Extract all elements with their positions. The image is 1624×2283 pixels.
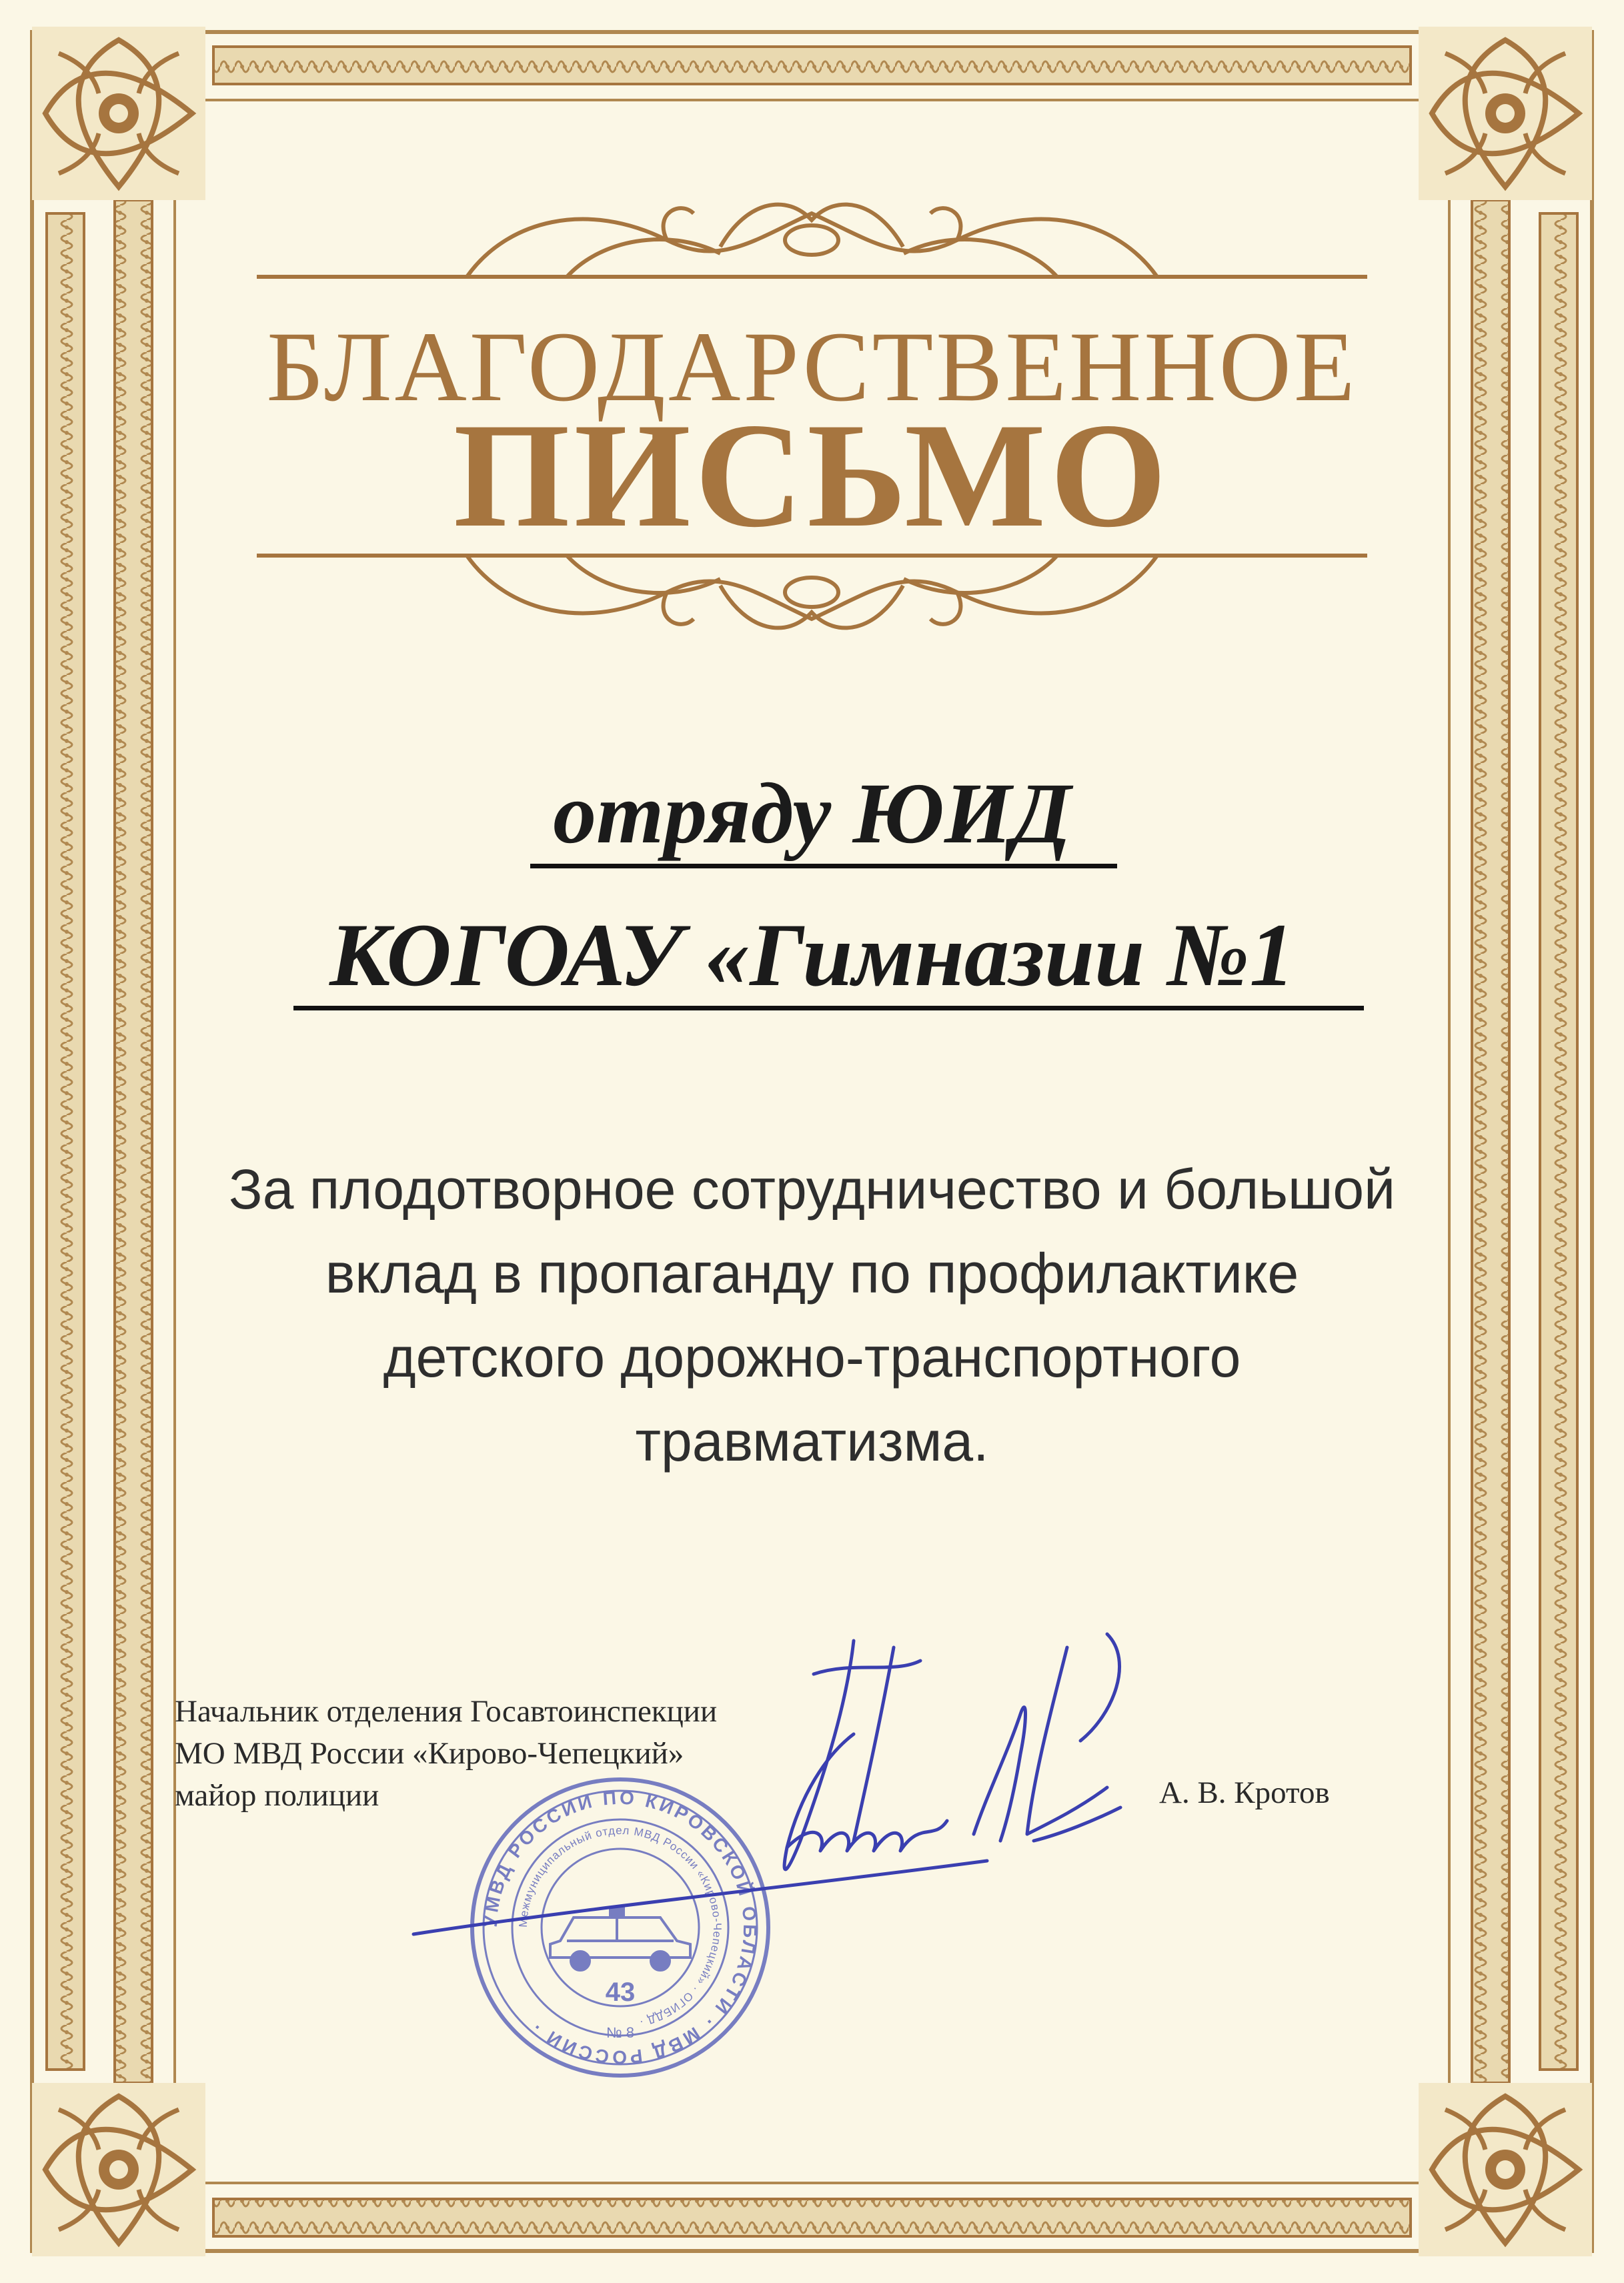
recipient-line-1: отряду ЮИД: [553, 766, 1071, 862]
handwritten-signature: [387, 1621, 1187, 1968]
recipient-underline-1: [530, 864, 1117, 868]
body-line: За плодотворное сотрудничество и большой: [228, 1158, 1396, 1221]
title-line-2: ПИСЬМО: [453, 392, 1171, 558]
recipient-line-2: КОГОАУ «Гимназии №1: [329, 906, 1295, 1005]
signatory-name: А. В. Кротов: [1159, 1775, 1330, 1810]
signatory-rank: майор полиции: [175, 1778, 379, 1813]
seal-outer-text: УМВД РОССИИ ПО КИРОВСКОЙ ОБЛАСТИ · МВД РОССИИ ·: [480, 1787, 761, 2068]
body-line: детского дорожно-транспортного: [383, 1326, 1241, 1389]
seal-bottom-number: № 8: [606, 2024, 634, 2041]
body-text: [160, 1147, 1464, 1483]
signatory-position-2: МО МВД России «Кирово-Чепецкий»: [175, 1736, 684, 1771]
body-line: травматизма.: [635, 1410, 989, 1473]
seal-number: 43: [605, 1978, 636, 2007]
seal-inner-text: Межмуниципальный отдел МВД России «Кирово-Чепецкий» · ОГИБДД ·: [516, 1823, 724, 2030]
recipient-underline-2: [293, 1006, 1364, 1010]
signatory-position-1: Начальник отделения Госавтоинспекции: [175, 1694, 718, 1729]
title-line-1: БЛАГОДАРСТВЕННОЕ: [266, 311, 1358, 422]
body-line: вклад в пропаганду по профилактике: [325, 1242, 1299, 1305]
